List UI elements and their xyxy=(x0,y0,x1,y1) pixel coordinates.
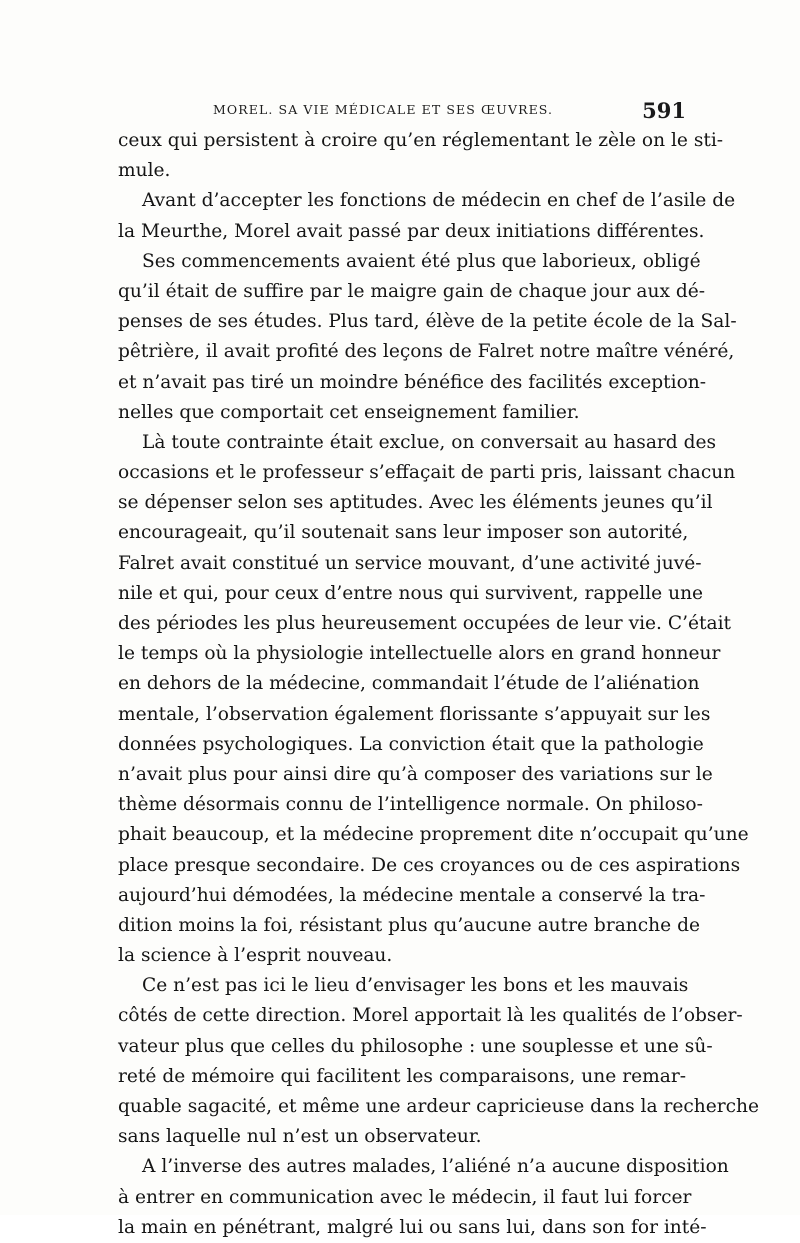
text-line: vateur plus que celles du philosophe : une souplesse et une sû- xyxy=(118,1035,713,1057)
running-title: MOREL. SA VIE MÉDICALE ET SES ŒUVRES. xyxy=(213,102,554,117)
text-line: Falret avait constitué un service mouvant, d’une activité juvé- xyxy=(118,552,702,574)
text-line: qu’il était de suffire par le maigre gain de chaque jour aux dé- xyxy=(118,280,706,302)
text-line: données psychologiques. La conviction était que la pathologie xyxy=(118,733,704,755)
text-line: la science à l’esprit nouveau. xyxy=(118,945,393,967)
text-line: Là toute contrainte était exclue, on conversait au hasard des xyxy=(142,431,717,453)
text-line: encourageait, qu’il soutenait sans leur imposer son autorité, xyxy=(118,522,689,544)
text-line: reté de mémoire qui facilitent les comparaisons, une remar- xyxy=(118,1065,686,1087)
text-line: phait beaucoup, et la médecine proprement dite n’occupait qu’une xyxy=(118,824,749,846)
text-line: Avant d’accepter les fonctions de médecin en chef de l’asile de xyxy=(142,190,736,212)
text-line: à entrer en communication avec le médecin, il faut lui forcer xyxy=(118,1186,692,1208)
text-line: se dépenser selon ses aptitudes. Avec les éléments jeunes qu’il xyxy=(118,492,713,514)
body-text xyxy=(118,126,760,1243)
text-line: thème désormais connu de l’intelligence normale. On philoso- xyxy=(118,794,703,816)
text-line: des périodes les plus heureusement occupées de leur vie. C’était xyxy=(118,613,731,634)
text-line: et n’avait pas tiré un moindre bénéfice des facilités exception- xyxy=(118,371,707,393)
text-line: penses de ses études. Plus tard, élève de la petite école de la Sal- xyxy=(118,311,737,333)
text-line: dition moins la foi, résistant plus qu’aucune autre branche de xyxy=(118,914,700,936)
text-line: quable sagacité, et même une ardeur capricieuse dans la recherche xyxy=(118,1096,760,1117)
text-line: le temps où la physiologie intellectuelle alors en grand honneur xyxy=(118,643,721,665)
text-line: sans laquelle nul n’est un observateur. xyxy=(118,1126,482,1148)
text-line: pêtrière, il avait profité des leçons de Falret notre maître vénéré, xyxy=(118,341,735,363)
text-line: mentale, l’observation également florissante s’appuyait sur les xyxy=(118,703,711,725)
text-line: la Meurthe, Morel avait passé par deux initiations différentes. xyxy=(118,220,705,242)
text-line: nelles que comportait cet enseignement familier. xyxy=(118,401,580,423)
text-line: n’avait plus pour ainsi dire qu’à composer des variations sur le xyxy=(118,763,713,785)
text-line: côtés de cette direction. Morel apportait là les qualités de l’obser- xyxy=(118,1005,743,1027)
text-line: nile et qui, pour ceux d’entre nous qui survivent, rappelle une xyxy=(118,582,704,604)
text-line: A l’inverse des autres malades, l’aliéné n’a aucune disposition xyxy=(142,1156,729,1178)
text-line: la main en pénétrant, malgré lui ou sans lui, dans son for inté- xyxy=(118,1216,707,1238)
text-line: en dehors de la médecine, commandait l’étude de l’aliénation xyxy=(118,673,700,695)
text-line: Ses commencements avaient été plus que laborieux, obligé xyxy=(142,250,701,272)
text-line: place presque secondaire. De ces croyances ou de ces aspirations xyxy=(118,854,741,876)
page-number: 591 xyxy=(642,98,686,123)
text-line: ceux qui persistent à croire qu’en réglementant le zèle on le sti- xyxy=(118,130,724,151)
page-header xyxy=(118,98,686,123)
text-line: occasions et le professeur s’effaçait de parti pris, laissant chacun xyxy=(118,462,736,484)
text-line: Ce n’est pas ici le lieu d’envisager les bons et les mauvais xyxy=(142,975,689,997)
text-line: aujourd’hui démodées, la médecine mentale a conservé la tra- xyxy=(118,884,706,906)
text-line: mule. xyxy=(118,160,171,182)
